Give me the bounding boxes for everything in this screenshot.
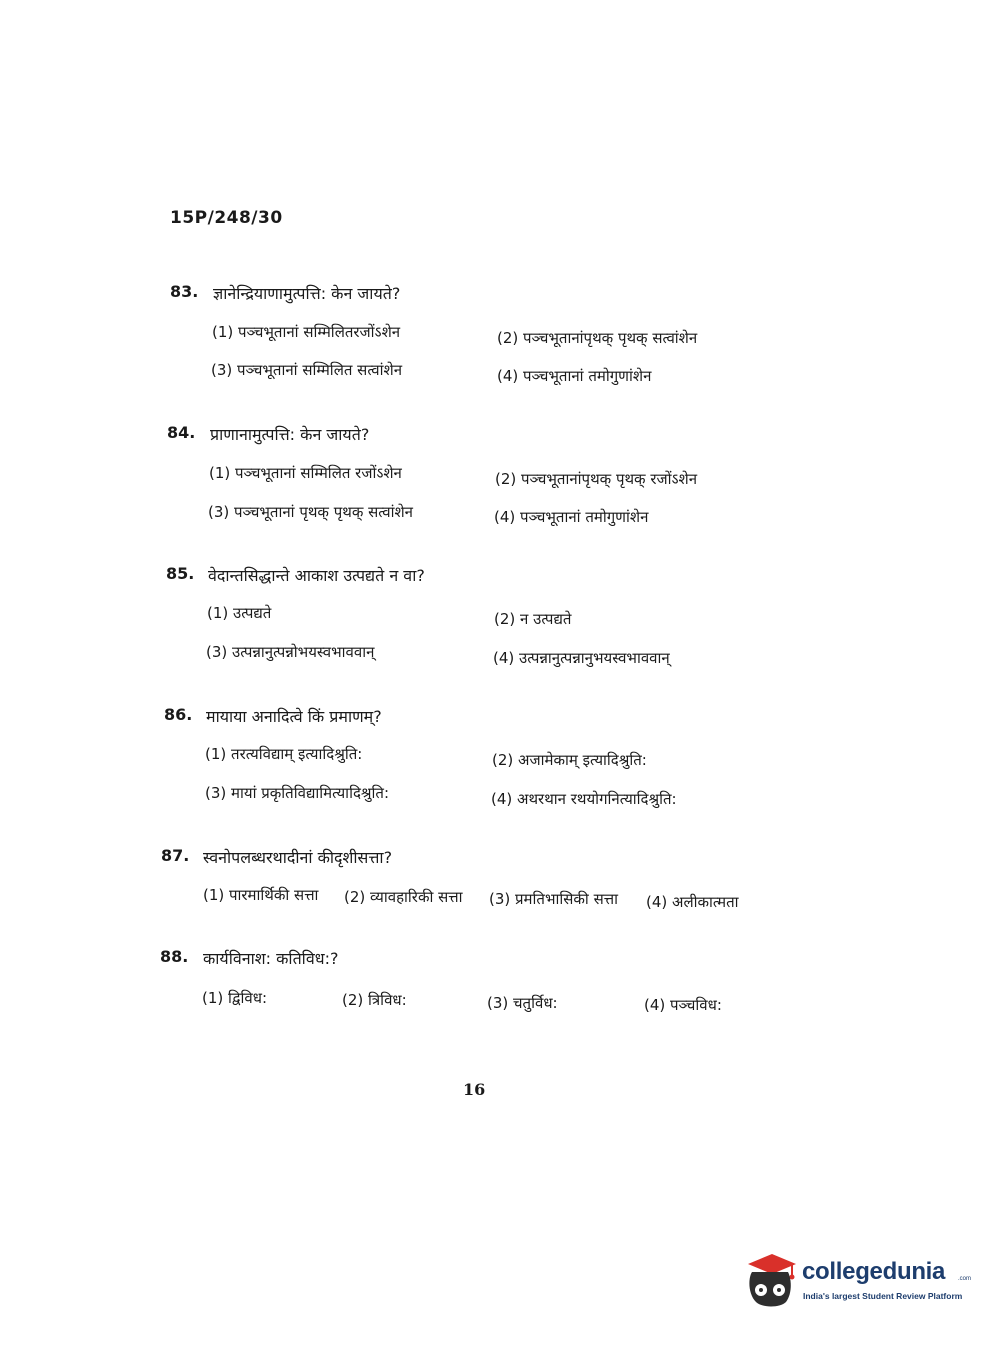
option-3: (3) पञ्चभूतानां सम्मिलित सत्वांशेन: [211, 361, 403, 379]
option-2: (2) पञ्चभूतानांपृथक् पृथक् सत्वांशेन: [497, 329, 698, 347]
question-text: स्वनोपलब्धरथादीनां कीदृशीसत्ता?: [203, 848, 393, 867]
option-4: (4) पञ्चभूतानां तमोगुणांशेन: [494, 508, 649, 526]
option-1: (1) पञ्चभूतानां सम्मिलितरजोंऽशेन: [212, 323, 401, 341]
question-text: वेदान्तसिद्धान्ते आकाश उत्पद्यते न वा?: [208, 566, 425, 585]
question-number: 86.: [164, 705, 193, 724]
option-2: (2) व्यावहारिकी सत्ता: [344, 888, 463, 906]
option-4: (4) पञ्चविध:: [644, 996, 722, 1014]
question-text: कार्यविनाश: कतिविध:?: [203, 949, 339, 968]
brand-name: collegedunia: [802, 1258, 946, 1285]
option-3: (3) पञ्चभूतानां पृथक् पृथक् सत्वांशेन: [208, 503, 413, 521]
option-4: (4) उत्पन्नानुत्पन्नानुभयस्वभाववान्: [493, 649, 670, 667]
option-2: (2) न उत्पद्यते: [494, 610, 572, 628]
option-1: (1) पारमार्थिकी सत्ता: [203, 886, 319, 904]
option-2: (2) पञ्चभूतानांपृथक् पृथक् रजोंऽशेन: [495, 470, 698, 488]
option-1: (1) पञ्चभूतानां सम्मिलित रजोंऽशेन: [209, 464, 402, 482]
question-number: 83.: [170, 282, 199, 301]
paper-code: 15P/248/30: [170, 208, 283, 228]
question-number: 87.: [161, 846, 190, 865]
option-1: (1) उत्पद्यते: [207, 604, 272, 622]
brand-tagline: India's largest Student Review Platform: [803, 1291, 963, 1301]
option-4: (4) अथरथान रथयोगनित्यादिश्रुति:: [491, 790, 677, 808]
question-text: ज्ञानेन्द्रियाणामुत्पत्ति: केन जायते?: [213, 284, 401, 303]
option-2: (2) अजामेकाम् इत्यादिश्रुति:: [492, 751, 647, 769]
question-text: मायाया अनादित्वे किं प्रमाणम्?: [206, 707, 382, 726]
option-3: (3) प्रमतिभासिकी सत्ता: [489, 890, 618, 908]
option-1: (1) द्विविध:: [202, 989, 268, 1007]
option-3: (3) उत्पन्नानुत्पन्नोभयस्वभाववान्: [206, 643, 375, 661]
option-1: (1) तरत्यविद्याम् इत्यादिश्रुति:: [205, 745, 363, 763]
option-3: (3) चतुर्विध:: [487, 994, 558, 1012]
option-4: (4) अलीकात्मता: [646, 893, 739, 911]
question-number: 88.: [160, 947, 189, 966]
question-text: प्राणानामुत्पत्ति: केन जायते?: [210, 425, 370, 444]
page-number: 16: [463, 1080, 486, 1099]
mascot-icon: [742, 1250, 800, 1312]
brand-suffix: .com: [958, 1276, 972, 1282]
question-number: 84.: [167, 423, 196, 442]
question-number: 85.: [166, 564, 195, 583]
option-3: (3) मायां प्रकृतिविद्यामित्यादिश्रुति:: [205, 784, 390, 802]
option-4: (4) पञ्चभूतानां तमोगुणांशेन: [497, 367, 652, 385]
option-2: (2) त्रिविध:: [342, 991, 407, 1009]
collegedunia-logo: [742, 1250, 972, 1312]
